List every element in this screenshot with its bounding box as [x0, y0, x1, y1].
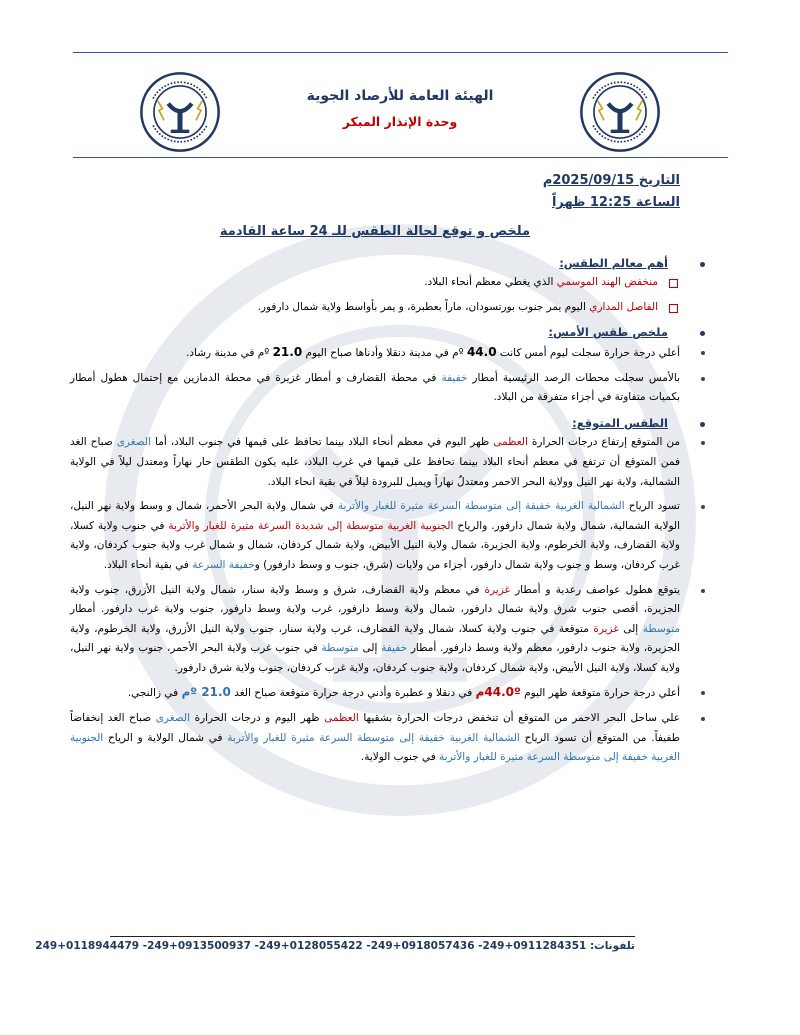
header-rule-top: [73, 52, 728, 53]
text: ظهر اليوم و درجات الحرارة: [190, 712, 325, 725]
text: في زالنجي.: [127, 687, 182, 700]
authority-logo-right: [578, 70, 662, 154]
text: في جنوب ولاية كسلا، ولاية القضارف، ولاية الخرطوم، ولاية الجزيرة، شمال ولاية النيل الأبيض، ولاية شمال كردفان، شمال و شمال غرب ولاية جنوب كردفان، ولاية غرب كردفان، وسط و جنوب ولاية شمال دارفور، أجزاء من ولايات (شرق، جنوب و وسط دارفور) و: [70, 519, 680, 571]
text: علي ساحل البحر الاحمر من المتوقع أن تنخفض درجات الحرارة بشقيها: [358, 712, 681, 725]
feature-text: الذي يغطي معظم أنحاء البلاد.: [424, 276, 557, 289]
max-label: العظمى: [493, 436, 528, 449]
min-label: الصغرى: [116, 436, 152, 449]
rain-light: خفيفة: [381, 642, 408, 655]
text: في جنوب الولاية.: [360, 751, 440, 764]
text: تسود الرياح: [624, 500, 680, 513]
unit-name: وحدة الإنذار المبكر: [342, 114, 458, 129]
forecast-rain-item: [70, 581, 680, 679]
feature-name: منخفض الهند الموسمي: [556, 276, 658, 289]
text: إلى: [618, 622, 643, 635]
max-label: العظمى: [324, 712, 359, 725]
feature-text: اليوم يمر جنوب بورتسودان، ماراً بعطبرة، و يمر بأواسط ولاية شمال دارفور.: [257, 300, 590, 313]
text: ºم في مدينة رشاد.: [186, 346, 273, 359]
forecast-wind-item: [70, 497, 680, 575]
section-heading-yesterday: ملخص طقس الأمس:: [70, 323, 680, 343]
org-name: الهيئة العامة للأرصاد الجوية: [306, 88, 494, 104]
rain-moderate: متوسطة: [321, 642, 359, 655]
report-title: ملخص و توقع لحالة الطقس للـ 24 ساعة القادمة: [219, 224, 531, 239]
forecast-red-sea-item: [70, 709, 680, 768]
text: أعلي درجة حرارة متوقعة ظهر اليوم: [520, 687, 680, 700]
rain-heavy: غزيرة: [593, 622, 619, 635]
text: ºم في مدينة دنقلا وأدناها صباح اليوم: [302, 346, 467, 359]
report-time: الساعة 12:25 ظهراً: [551, 195, 680, 210]
text: في معظم ولاية القضارف، شرق و وسط ولاية سنار، شمال ولاية النيل الأزرق، جنوب ولاية الجزيرة، أقصى جنوب شرق ولاية شمال دارفور، شمال ولاية وسط دارفور، غرب ولاية وسط دارفور، جنوب ولاية غرب دارفور. أمطار: [70, 583, 680, 616]
forecast-temperature-item: [70, 433, 680, 492]
text: يتوقع هطول عواصف رعدية و أمطار: [510, 583, 680, 596]
feature-name: الفاصل المداري: [589, 300, 658, 313]
footer-phones: تلفونات: 0911284351+249- 0918057436+249- 0128055422+249- 0913500937+249- 0118944479+249: [35, 940, 635, 952]
text: أعلي درجة حرارة سجلت ليوم أمس كانت: [496, 346, 680, 359]
header-rule-bottom: [73, 157, 728, 158]
wind-northwest: الشمالية الغربية خفيفة إلى متوسطة السرعة مثيرة للغبار والأتربة: [337, 500, 625, 513]
section-heading-forecast: الطقس المتوقع:: [70, 414, 680, 434]
text: متوقعة في جنوب ولاية كسلا، شمال ولاية القضارف، غرب ولاية سنار، جنوب ولاية النيل الأزرق، ولاية الخرطوم، ولاية الجزيرة، ولاية جنوب دارفور، معظم ولاية وسط دارفور. أمطار: [70, 622, 681, 655]
footer-rule: [110, 936, 635, 937]
wind-northwest: الشمالية الغربية خفيفة إلى متوسطة السرعة مثيرة للغبار والأتربة: [227, 731, 520, 744]
min-label: الصغرى: [155, 712, 190, 725]
wind-southwest: الجنوبية الغربية متوسطة إلى شديدة السرعة مثيرة للغبار والأتربة: [168, 519, 454, 532]
rain-heavy: غزيرة: [484, 583, 510, 596]
max-temp-forecast: 44.0ºم: [475, 685, 521, 700]
text: ظهر اليوم في معظم أنحاء البلاد بينما تحافظ على قيمها في جنوب البلاد، أما: [151, 436, 494, 449]
yesterday-temp-item: [70, 343, 680, 364]
text: بالأمس سجلت محطات الرصد الرئيسية أمطار: [467, 371, 680, 384]
text: إلى: [358, 642, 382, 655]
text: صباح الغد فمن المتوقع أن ترتفع في معظم أنحاء البلاد بينما تحافظ على قيمها في غرب البلاد، عليه يكون الطقس حار نهاراً ومعتدل ليلاً في الولاية الشمالية، ولاية نهر النيل وولاية البحر الاحمر ومعتدلٌ نهاراً ويميل للبرودة ليلاً في بقية انحاء البلاد.: [70, 436, 680, 488]
min-temp-value: 21.0: [272, 344, 303, 359]
feature-item: [70, 273, 680, 293]
authority-logo-left: [138, 70, 222, 154]
text: في جنوب غرب ولاية البحر الأحمر، جنوب ولاية نهر النيل، ولاية كسلا، ولاية النيل الأبيض، ولاية شمال كردفان، ولاية جنوب كردفان، ولاية غرب كردفان، جنوب ولاية شرق دارفور.: [70, 642, 680, 674]
section-heading-features: أهم معالم الطقس:: [70, 254, 680, 274]
text: في دنقلا و عطبرة وأدني درجة حرارة متوقعة صباح الغد: [230, 687, 476, 700]
text: في بقية أنحاء البلاد.: [103, 558, 193, 571]
max-temp-value: 44.0: [466, 344, 497, 359]
wind-light: خفيفة السرعة: [192, 558, 255, 571]
text: من المتوقع إرتفاع درجات الحرارة: [527, 436, 680, 449]
text: في شمال ولاية البحر الأحمر، شمال و وسط ولاية نهر النيل، الولاية الشمالية، شمال ولاية شمال دارفور. والرياح: [70, 500, 680, 532]
text: في شمال الولاية و الرياح: [103, 731, 228, 744]
yesterday-rain-item: [70, 369, 680, 408]
text: صباح الغد إنخفاضاً طفيفاً. من المتوقع أن تسود الرياح: [70, 712, 680, 744]
wind-southwest: الجنوبية الغربية خفيفة إلى متوسطة السرعة مثيرة للغبار والأتربة: [70, 731, 680, 764]
report-date: التاريخ 2025/09/15م: [542, 173, 680, 188]
text: في محطة القضارف و أمطار غزيرة في محطة الدمازين مع إحتمال هطول أمطار بكميات متفاوتة في أجزاء متفرقة من البلاد.: [70, 371, 680, 404]
forecast-extremes-item: [70, 683, 680, 704]
rain-moderate: متوسطة: [642, 622, 680, 635]
rain-intensity: خفيفة: [441, 371, 468, 384]
report-body: [70, 170, 680, 773]
feature-item: [70, 298, 680, 318]
min-temp-forecast: 21.0 ºم: [181, 685, 231, 700]
